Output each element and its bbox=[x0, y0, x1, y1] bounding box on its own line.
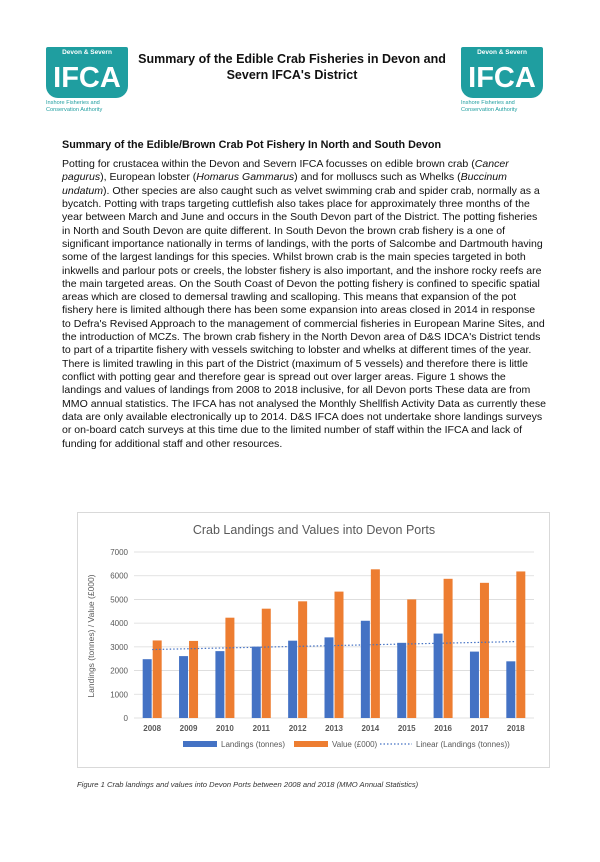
x-tick-label: 2016 bbox=[434, 724, 452, 733]
legend-label: Landings (tonnes) bbox=[221, 740, 286, 749]
bar-value bbox=[298, 601, 307, 718]
bar-value bbox=[189, 641, 198, 718]
page-title-line1: Summary of the Edible Crab Fisheries in Devon and bbox=[138, 52, 446, 66]
y-tick-label: 3000 bbox=[110, 642, 128, 652]
logo-word: IFCA bbox=[461, 58, 543, 98]
bar-value bbox=[335, 592, 344, 718]
bar-landings bbox=[470, 652, 479, 718]
para-text-4: ). Other species are also caught such as velvet swimming crab and spider crab, normally as a bycatch. Potting with traps targeting cuttlefish also takes place for approximately three months of the year between March and June and occurs in the South Devon part of the District. The potting fisheries in North and South Devon are quite different. In South Devon the brown crab fishery is a one of significant importance nationally in terms of landings, with the ports of Salcombe and Dartmouth having some of the largest landings for this species. Whilst brown crab is the main species targeted in both inkwells and parlour pots or creels, the lobster fishery is also important, and the inshore rocky reefs are the main targeted areas. On the South Coast of Devon the potting fishery is confined to specific spatial areas which are closed to demersal trawling and scalloping. This means that expansion of the pot fishery here is limited although there has been some expansion into areas closed in 2014 in response to Defra's Revised Approach to the management of commercial fisheries in European Marine Sites, and the introduction of MCZs. The brown crab fishery in the North Devon area of D&S IDCA's District tends to part of a tripartite fishery with vessels switching to lobster and whelks at different times of the year. There is limited trawling in this part of the District (maximum of 5 vessels) and therefore there is little conflict with potting gear and therefore gear is spread out over larger areas. Figure 1 shows the landings and values of landings from 2008 to 2018 inclusive, for all Devon ports These data are from MMO annual statistics. The IFCA has not analysed the Monthly Shellfish Activity Data as currently these data are only available electronically up to 2014. D&S IFCA does not undertake shore landings surveys or on-board catch surveys at this time due to the limited number of staff within the IFCA and lack of funding for additional staff and other resources. bbox=[62, 184, 547, 450]
species-name-whelk: Buccinum undatum bbox=[62, 171, 507, 197]
species-name-lobster: Homarus Gammarus bbox=[196, 171, 295, 184]
bar-landings bbox=[288, 641, 297, 718]
y-tick-label: 4000 bbox=[110, 619, 128, 629]
ifca-logo-left bbox=[46, 47, 128, 129]
x-tick-label: 2015 bbox=[397, 724, 416, 733]
x-tick-label: 2013 bbox=[325, 724, 343, 733]
y-tick-label: 2000 bbox=[110, 666, 128, 676]
y-tick-label: 1000 bbox=[110, 690, 128, 700]
page-title bbox=[128, 51, 456, 83]
y-tick-label: 0 bbox=[123, 714, 128, 723]
chart-legend bbox=[183, 740, 510, 749]
x-tick-label: 2018 bbox=[506, 724, 525, 733]
bar-value bbox=[480, 583, 489, 718]
bar-landings bbox=[325, 637, 334, 718]
species-name-crab: Cancer pagurus bbox=[62, 158, 509, 184]
bar-value bbox=[262, 609, 271, 718]
bar-value bbox=[371, 569, 380, 718]
body-paragraph bbox=[62, 158, 546, 451]
para-text-1: Potting for crustacea within the Devon and Severn IFCA focusses on edible brown crab ( bbox=[62, 158, 475, 170]
para-text-3: ) and for molluscs such as Whelks ( bbox=[294, 171, 461, 184]
logo-subtitle-line2: Conservation Authority bbox=[46, 107, 103, 113]
chart-svg bbox=[78, 513, 549, 767]
bar-value bbox=[407, 599, 416, 718]
ifca-logo-right bbox=[461, 47, 543, 129]
x-tick-label: 2009 bbox=[179, 724, 198, 733]
chart-trendline bbox=[152, 642, 516, 650]
x-tick-label: 2014 bbox=[361, 724, 380, 733]
bar-landings bbox=[397, 643, 406, 718]
y-tick-label: 6000 bbox=[110, 571, 128, 581]
chart-title: Crab Landings and Values into Devon Ports bbox=[192, 523, 436, 537]
logo-subtitle bbox=[461, 100, 543, 114]
para-text-2: ), European lobster ( bbox=[100, 171, 197, 184]
x-tick-label: 2017 bbox=[470, 724, 489, 733]
page-title-line2: Severn IFCA's District bbox=[226, 68, 358, 82]
logo-subtitle-line2: Conservation Authority bbox=[461, 107, 518, 113]
logo-word: IFCA bbox=[46, 58, 128, 98]
bar-value bbox=[153, 640, 162, 718]
section-heading: Summary of the Edible/Brown Crab Pot Fishery In North and South Devon bbox=[62, 139, 442, 151]
figure-caption: Figure 1 Crab landings and values into Devon Ports between 2008 and 2018 (MMO Annual Statistics) bbox=[77, 780, 419, 789]
logo-band: Devon & Severn bbox=[46, 47, 128, 58]
chart-bars bbox=[143, 569, 526, 718]
bar-value bbox=[516, 571, 525, 718]
chart-y-axis-label: Landings (tonnes) / Value (£000) bbox=[86, 574, 96, 698]
bar-landings bbox=[361, 621, 370, 718]
bar-landings bbox=[434, 634, 443, 718]
logo-subtitle-line1: Inshore Fisheries and bbox=[461, 100, 515, 106]
trendline-landings bbox=[152, 642, 516, 650]
legend-label: Value (£000) bbox=[332, 740, 378, 749]
legend-swatch bbox=[183, 741, 217, 747]
bar-value bbox=[444, 579, 453, 718]
legend-label: Linear (Landings (tonnes)) bbox=[416, 740, 510, 749]
logo-subtitle bbox=[46, 100, 128, 114]
logo-subtitle-line1: Inshore Fisheries and bbox=[46, 100, 100, 106]
y-tick-label: 5000 bbox=[110, 595, 128, 605]
bar-value bbox=[225, 618, 234, 718]
bar-landings bbox=[252, 647, 261, 718]
y-tick-label: 7000 bbox=[110, 548, 128, 557]
bar-landings bbox=[506, 661, 515, 718]
logo-band: Devon & Severn bbox=[461, 47, 543, 58]
bar-landings bbox=[215, 651, 224, 718]
x-tick-label: 2011 bbox=[252, 724, 270, 733]
legend-swatch bbox=[294, 741, 328, 747]
crab-landings-chart bbox=[77, 512, 550, 768]
x-tick-label: 2010 bbox=[216, 724, 234, 733]
bar-landings bbox=[143, 659, 152, 718]
x-tick-label: 2012 bbox=[288, 724, 307, 733]
x-tick-label: 2008 bbox=[143, 724, 162, 733]
bar-landings bbox=[179, 656, 188, 718]
